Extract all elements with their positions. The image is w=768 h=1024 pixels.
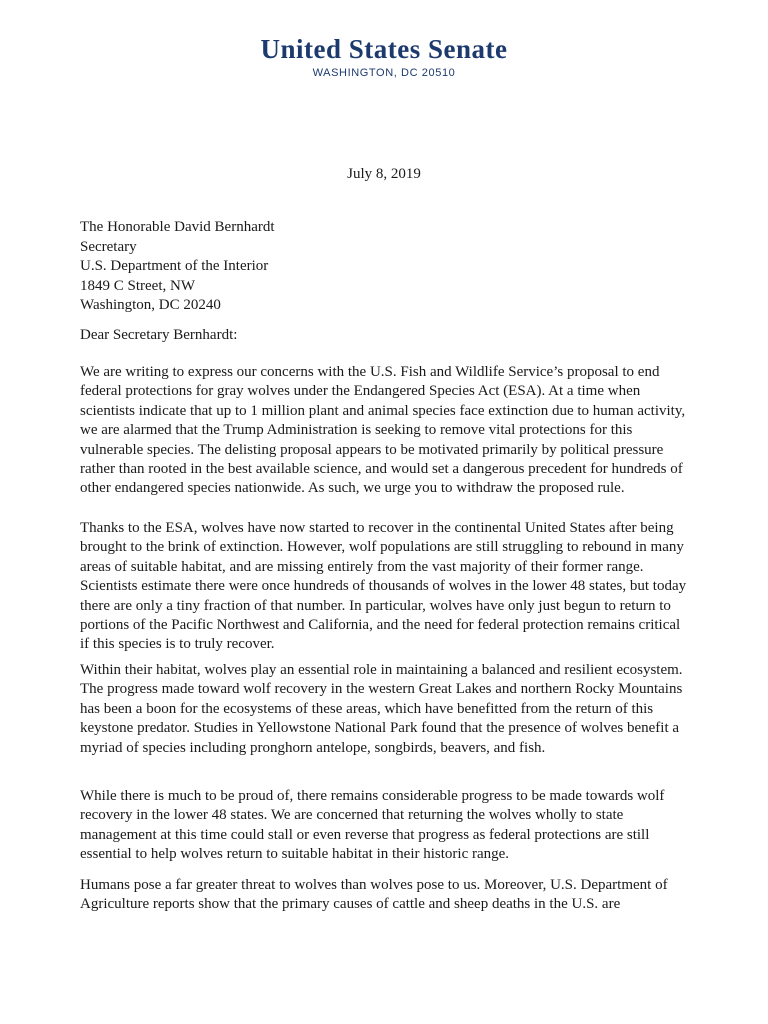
letterhead-subtitle: WASHINGTON, DC 20510 xyxy=(312,67,456,79)
body-paragraph-4: While there is much to be proud of, there remains considerable progress to be made towards wolf recovery in the lower 48 states. We are concerned that returning the wolves wholly to state management at this time could stall or even reverse that progress as federal protections are still essential to help wolves return to suitable habitat in their historic range. xyxy=(80,788,665,863)
letter-date: July 8, 2019 xyxy=(347,166,421,182)
recipient-title: Secretary xyxy=(80,238,137,255)
body-paragraph-2: Thanks to the ESA, wolves have now started to recover in the continental United States after being brought to the brink of extinction. However, wolf populations are still struggling to rebound in many areas of suitable habitat, and are missing entirely from the vast majority of their former range. Scientists estimate there were once hundreds of thousands of wolves in the lower 48 states, but today there are only a tiny fraction of that number. In particular, wolves have only just begun to return to portions of the Pacific Northwest and California, and the need for federal protection remains critical if this species is to truly recover. xyxy=(80,520,687,653)
recipient-street: 1849 C Street, NW xyxy=(80,277,195,294)
letterhead-title: United States Senate xyxy=(260,34,508,64)
recipient-name: The Honorable David Bernhardt xyxy=(80,219,275,235)
salutation: Dear Secretary Bernhardt: xyxy=(80,327,238,343)
body-paragraph-1: We are writing to express our concerns with the U.S. Fish and Wildlife Service’s proposal to end federal protections for gray wolves under the Endangered Species Act (ESA). At a time when scientists indicate that up to 1 million plant and animal species face extinction due to human activity, we are alarmed that the Trump Administration is seeking to remove vital protections for this vulnerable species. The delisting proposal appears to be motivated primarily by political pressure rather than rooted in the best available science, and would set a dangerous precedent for hundreds of other endangered species nationwide. As such, we urge you to withdraw the proposed rule. xyxy=(80,364,686,497)
recipient-department: U.S. Department of the Interior xyxy=(80,258,269,274)
recipient-address xyxy=(80,218,275,316)
letterhead xyxy=(0,32,768,80)
body-paragraph-3: Within their habitat, wolves play an essential role in maintaining a balanced and resilient ecosystem. The progress made toward wolf recovery in the western Great Lakes and northern Rocky Mountains has been a boon for the ecosystems of these areas, which have benefitted from the return of this keystone predator. Studies in Yellowstone National Park found that the presence of wolves benefit a myriad of species including pronghorn antelope, songbirds, beavers, and fish. xyxy=(80,662,683,756)
body-paragraph-5: Humans pose a far greater threat to wolves than wolves pose to us. Moreover, U.S. Department of Agriculture reports show that the primary causes of cattle and sheep deaths in the U.S. are xyxy=(80,877,668,913)
recipient-city: Washington, DC 20240 xyxy=(80,297,221,313)
